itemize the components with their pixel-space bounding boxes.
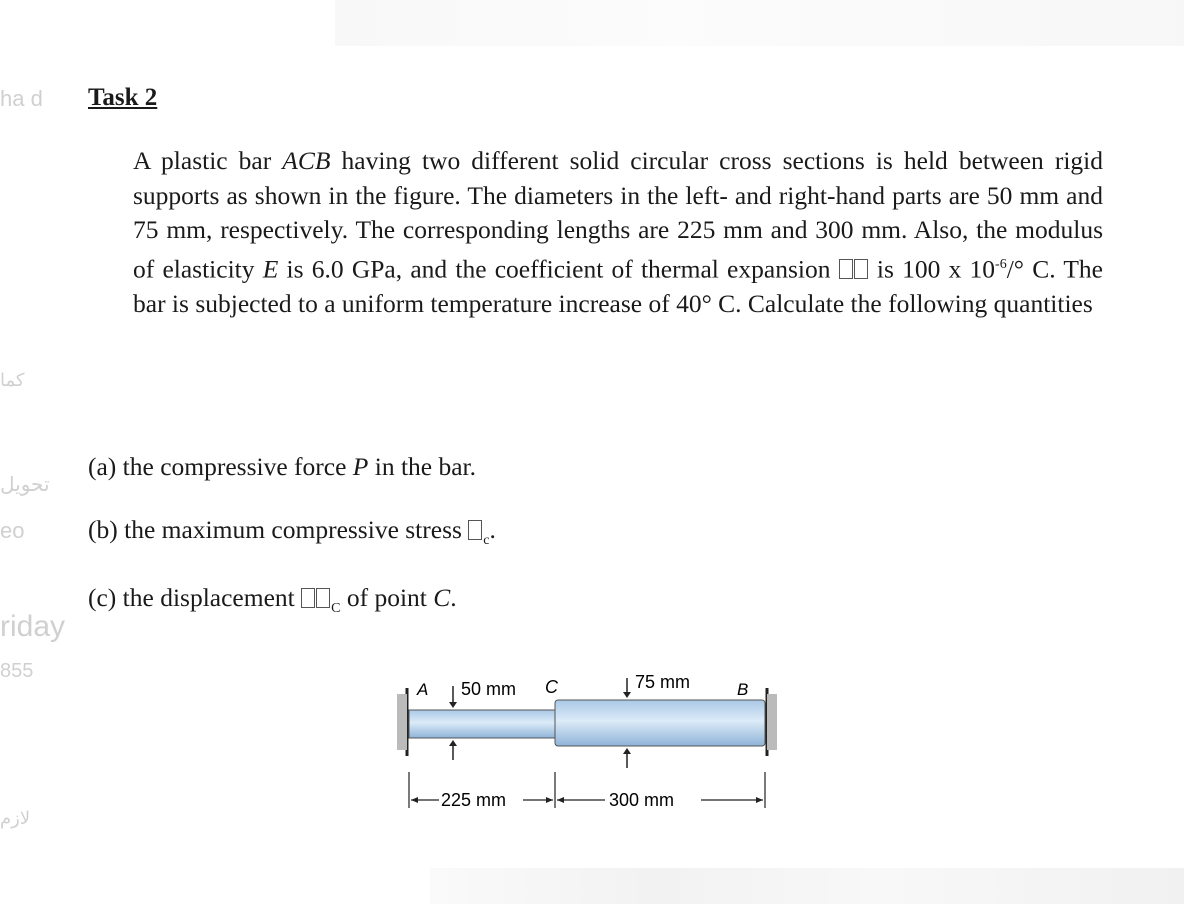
question-b: (b) the maximum compressive stress $_c$. [88,515,496,549]
blurred-bottom-strip [430,868,1184,904]
label-b: B [737,680,749,699]
ghost-fragment: eo [0,518,25,543]
ghost-fragment: لازم [0,808,31,828]
bar-diagram [395,660,785,820]
ghost-fragment: 855 [0,660,34,682]
blurred-left-panel [0,80,66,840]
dim-arrowhead [411,797,418,803]
right-support-hatch [767,694,777,750]
missing-glyph-box [839,259,853,279]
dim-arrowhead [546,797,553,803]
label-a: A [417,680,429,699]
label-dia-right: 75 mm [635,672,691,692]
question-a: (a) the compressive force P in the bar. [88,452,477,481]
label-c: C [545,677,558,697]
dia-arrowhead [449,740,457,746]
missing-glyph-box [468,520,482,540]
question-c: (c) the displacement $_C$ of point C. [88,583,457,617]
dia-arrowhead [449,702,457,708]
ghost-fragment: تحويل [0,474,50,496]
missing-glyph-box [854,259,868,279]
problem-statement: A plastic bar ACB having two different solid circular cross sections is held between rigid supports as shown in the figure. The diameters in the left- and right-hand parts are 50 mm and 75 mm, respectively. The corresponding lengths are 225 mm and 300 mm. Also, the modulus of elasticity E is 6.0 GPa, and the coefficient of thermal expansion is 100 x $10^{-6}/^\circ$ C. The bar is subjected to a uniform temperature increase of 40° C. Calculate the following quantities [133,146,1103,318]
ghost-fragment: كما [0,370,25,390]
dia-arrowhead [623,692,631,698]
dia-arrowhead [623,748,631,754]
dim-arrowhead [756,797,763,803]
ghost-fragment: ha d [0,86,43,111]
task-title: Task 2 [88,84,158,111]
label-len-right: 300 mm [609,790,675,810]
label-len-left: 225 mm [441,790,507,810]
missing-glyph-box [301,588,315,608]
left-support-hatch [397,694,407,750]
bar-segment-right [555,700,765,746]
bar-segment-left [409,710,555,738]
dim-arrowhead [557,797,564,803]
label-dia-left: 50 mm [461,679,517,699]
ghost-fragment: riday [0,610,66,643]
blurred-background-window [335,0,1184,46]
missing-glyph-box [316,588,330,608]
